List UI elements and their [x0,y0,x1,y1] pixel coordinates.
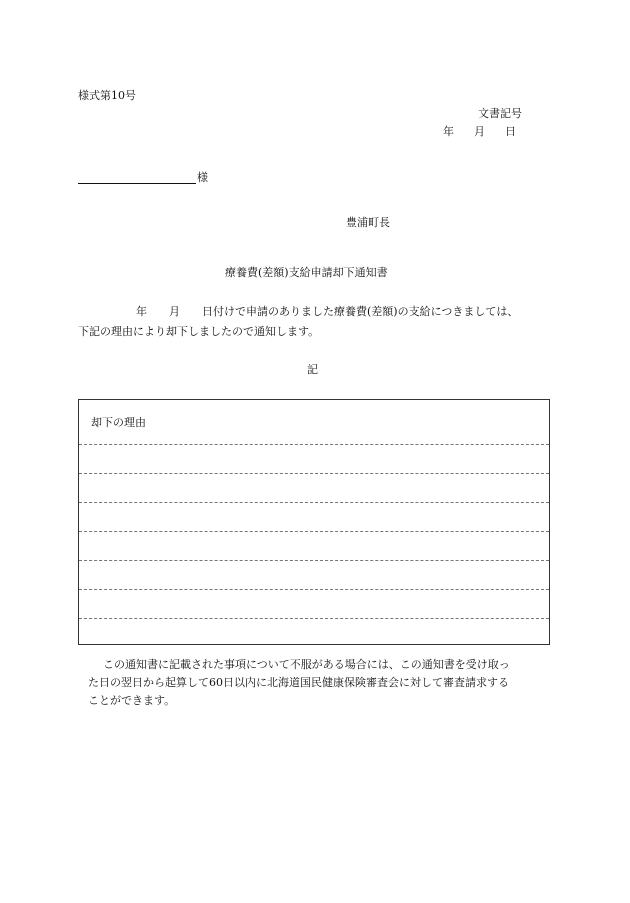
reason-dotted-line [79,502,549,503]
ki-heading: 記 [307,363,318,376]
date-year-label: 年 [443,125,454,138]
issuer-name: 豊浦町長 [346,216,390,229]
rejection-reason-box [78,399,550,645]
reason-dotted-line [79,531,549,532]
body-month-label: 月 [169,305,180,318]
reason-dotted-line [79,589,549,590]
date-month-label: 月 [474,125,485,138]
appeal-notice-line-1: この通知書に記載された事項について不服がある場合には、この通知書を受け取っ [103,658,510,671]
rejection-reason-label: 却下の理由 [91,416,146,429]
date-day-label: 日 [505,125,516,138]
appeal-notice-line-3: ことができます。 [88,694,176,707]
body-line-1-text: 日付けで申請のありました療養費(差額)の支給につきましては、 [202,305,519,318]
document-number-label: 文書記号 [478,107,522,120]
document-title: 療養費(差額)支給申請却下通知書 [225,266,388,279]
body-line-2: 下記の理由により却下しましたので通知します。 [78,325,320,338]
appeal-notice-line-2: た日の翌日から起算して60日以内に北海道国民健康保険審査会に対して審査請求する [88,676,509,689]
addressee-name-blank [78,183,196,184]
body-line-1 [78,306,518,317]
body-year-label: 年 [136,305,147,318]
issue-date [443,126,516,137]
addressee-honorific: 様 [197,171,208,184]
reason-dotted-line [79,473,549,474]
reason-dotted-line [79,560,549,561]
form-number: 様式第10号 [78,89,136,102]
reason-dotted-line [79,618,549,619]
reason-dotted-line [79,444,549,445]
